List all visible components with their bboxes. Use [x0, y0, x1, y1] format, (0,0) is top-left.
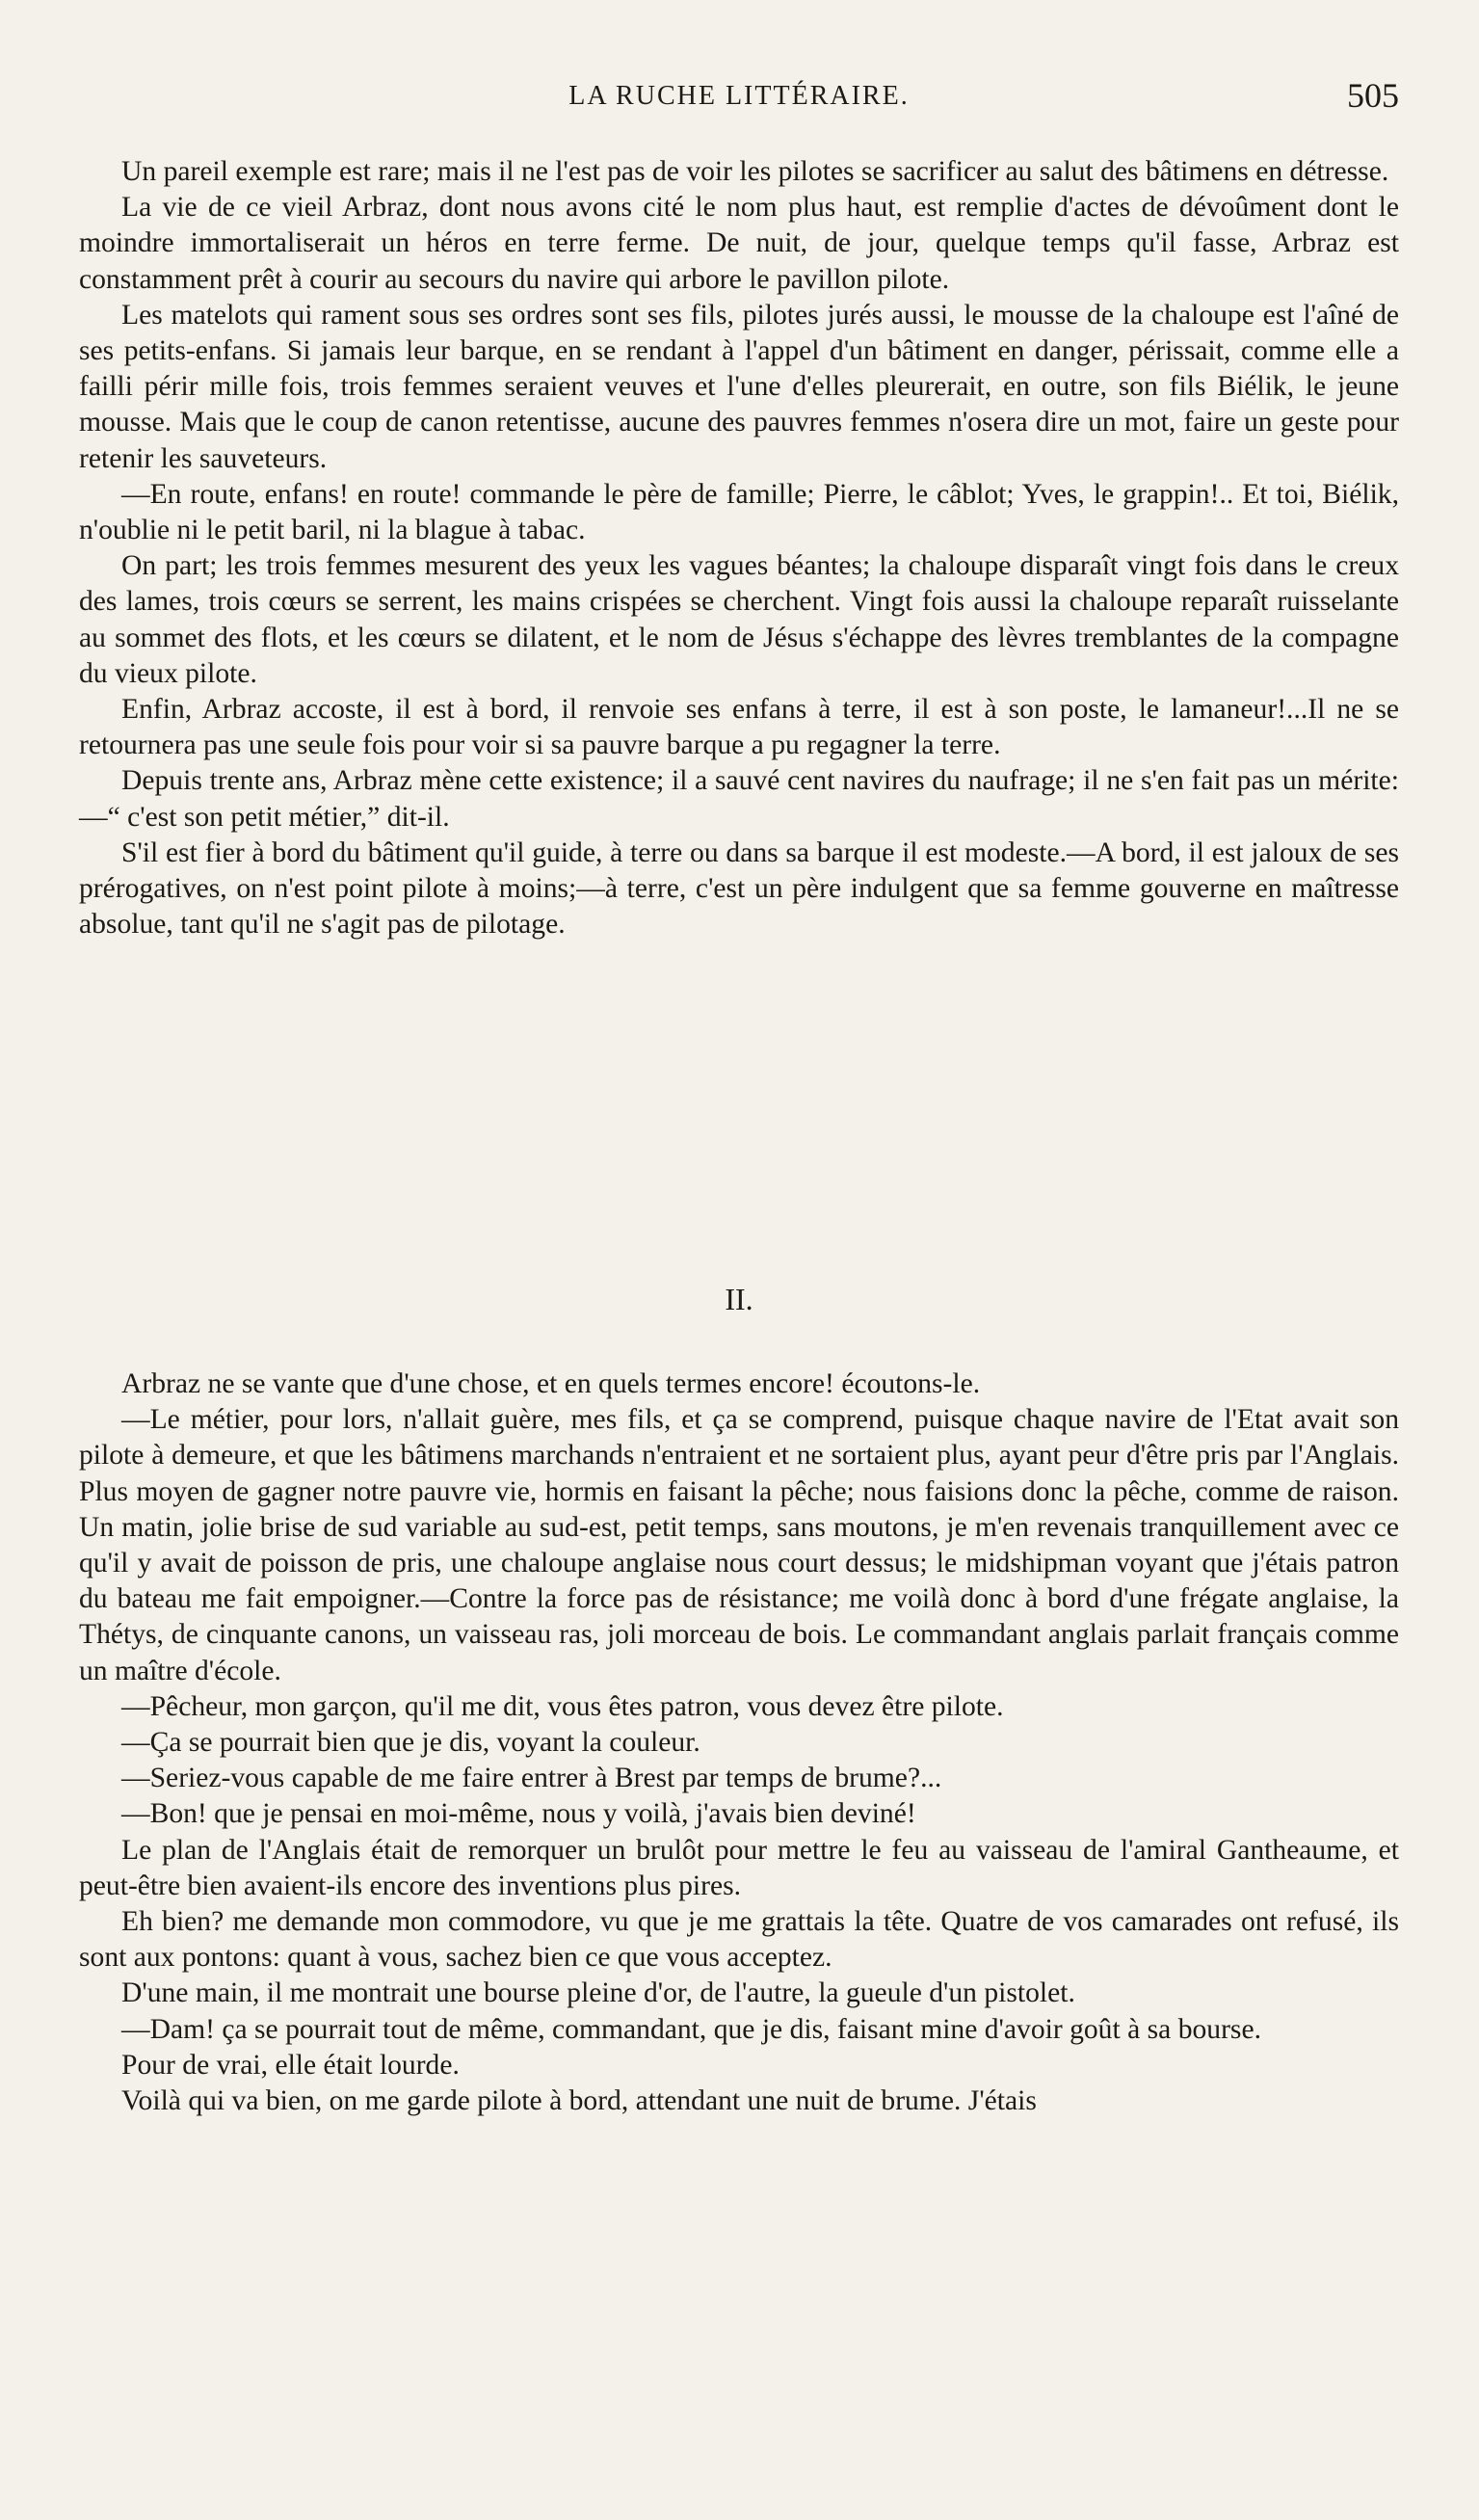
- section-two-text: [79, 1366, 1399, 2119]
- paragraph: —Bon! que je pensai en moi-même, nous y voilà, j'avais bien deviné!: [121, 1798, 916, 1830]
- paragraph: —Seriez-vous capable de me faire entrer à Brest par temps de brume?...: [121, 1763, 942, 1794]
- paragraph: Eh bien? me demande mon commodore, vu que je me grattais la tête. Quatre de vos camarades ont refusé, ils sont aux pontons: quant à vous, sachez bien ce que vous acceptez.: [79, 1906, 1399, 1974]
- paragraph: S'il est fier à bord du bâtiment qu'il guide, à terre ou dans sa barque il est modeste.—A bord, il est jaloux de ses prérogatives, on n'est point pilote à moins;—à terre, c'est un père indulgent que sa femme gouverne en maîtresse absolue, tant qu'il ne s'agit pas de pilotage.: [79, 836, 1399, 941]
- paragraph: Pour de vrai, elle était lourde.: [121, 2049, 460, 2081]
- paragraph: —Ça se pourrait bien que je dis, voyant la couleur.: [121, 1727, 700, 1759]
- paragraph: Les matelots qui rament sous ses ordres sont ses fils, pilotes jurés aussi, le mousse de la chaloupe est l'aîné de ses petits-enfans. Si jamais leur barque, en se rendant à l'appel d'un bâtiment en danger, périssait, comme elle a failli périr mille fois, trois femmes seraient veuves et l'une d'elles pleurerait, en outre, son fils Biélik, le jeune mousse. Mais que le coup de canon retentisse, aucune des pauvres femmes n'osera dire un mot, faire un geste pour retenir les sauveteurs.: [79, 299, 1399, 474]
- paragraph: —Dam! ça se pourrait tout de même, commandant, que je dis, faisant mine d'avoir goût à sa bourse.: [121, 2013, 1261, 2045]
- paragraph: —En route, enfans! en route! commande le père de famille; Pierre, le câblot; Yves, le grappin!.. Et toi, Biélik, n'oublie ni le petit baril, ni la blague à tabac.: [79, 478, 1399, 546]
- paragraph: Le plan de l'Anglais était de remorquer un brulôt pour mettre le feu au vaisseau de l'amiral Gantheaume, et peut-être bien avaient-ils encore des inventions plus pires.: [79, 1834, 1399, 1901]
- paragraph: —Pêcheur, mon garçon, qu'il me dit, vous êtes patron, vous devez être pilote.: [121, 1690, 1004, 1722]
- paragraph: —Le métier, pour lors, n'allait guère, mes fils, et ça se comprend, puisque chaque navire de l'Etat avait son pilote à demeure, et que les bâtimens marchands n'entraient et ne sortaient plus, ayant peur d'être pris par l'Anglais. Plus moyen de gagner notre pauvre vie, hormis en faisant la pêche; nous faisions donc la pêche, comme de raison. Un matin, jolie brise de sud variable au sud-est, petit temps, sans moutons, je m'en revenais tranquillement avec ce qu'il y avait de poisson de pris, une chaloupe anglaise nous court dessus; le midshipman voyant que j'étais patron du bateau me fait empoigner.—Contre la force pas de résistance; me voilà donc à bord d'une frégate anglaise, la Thétys, de cinquante canons, un vaisseau ras, joli morceau de bois. Le commandant anglais parlait français comme un maître d'école.: [79, 1404, 1399, 1686]
- running-head: [79, 75, 1399, 121]
- page-number: 505: [1347, 76, 1399, 115]
- paragraph: Arbraz ne se vante que d'une chose, et en quels termes encore! écoutons-le.: [121, 1368, 981, 1399]
- paragraph: Depuis trente ans, Arbraz mène cette existence; il a sauvé cent navires du naufrage; il ne s'en fait pas un mérite:—“ c'est son petit métier,” dit-il.: [79, 765, 1399, 833]
- running-title: LA RUCHE LITTÉRAIRE.: [568, 81, 910, 111]
- paragraph: Voilà qui va bien, on me garde pilote à bord, attendant une nuit de brume. J'étais: [121, 2085, 1037, 2117]
- section-one-text: [79, 154, 1399, 942]
- paragraph: Enfin, Arbraz accoste, il est à bord, il renvoie ses enfans à terre, il est à son poste, le lamaneur!...Il ne se retournera pas une seule fois pour voir si sa pauvre barque a pu regagner la terre.: [79, 694, 1399, 761]
- paragraph: Un pareil exemple est rare; mais il ne l'est pas de voir les pilotes se sacrificer au salut des bâtimens en détresse.: [121, 156, 1389, 187]
- paragraph: D'une main, il me montrait une bourse pleine d'or, de l'autre, la gueule d'un pistolet.: [121, 1977, 1075, 2009]
- section-heading: II.: [725, 1282, 753, 1316]
- paragraph: La vie de ce vieil Arbraz, dont nous avons cité le nom plus haut, est remplie d'actes de dévoûment dont le moindre immortaliserait un héros en terre ferme. De nuit, de jour, quelque temps qu'il fasse, Arbraz est constamment prêt à courir au secours du navire qui arbore le pavillon pilote.: [79, 192, 1399, 295]
- paragraph: On part; les trois femmes mesurent des yeux les vagues béantes; la chaloupe disparaît vingt fois dans le creux des lames, trois cœurs se serrent, les mains crispées se cherchent. Vingt fois aussi la chaloupe reparaît ruisselante au sommet des flots, et les cœurs se dilatent, et le nom de Jésus s'échappe des lèvres tremblantes de la compagne du vieux pilote.: [79, 550, 1399, 689]
